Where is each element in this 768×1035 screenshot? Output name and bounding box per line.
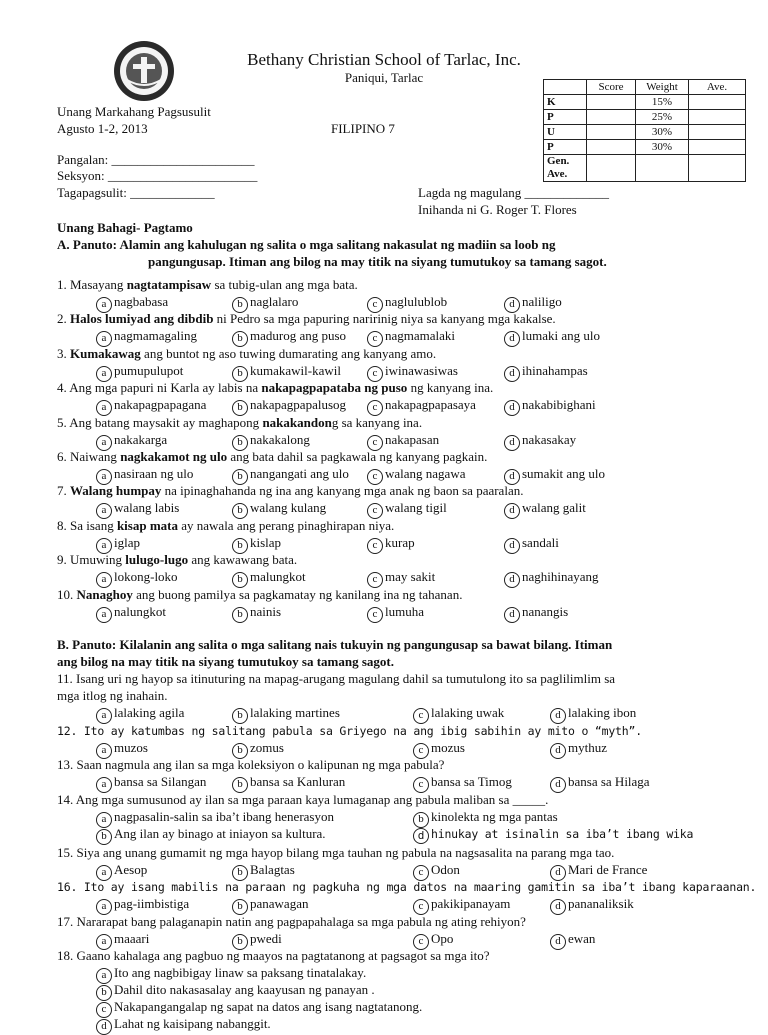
- option-text: nakakarga: [114, 431, 168, 447]
- option-text: walang nagawa: [385, 466, 466, 481]
- option-text: lumuha: [385, 603, 424, 619]
- option-text: walang labis: [114, 500, 180, 516]
- option-d[interactable]: [504, 569, 599, 588]
- question-1: 1. Masayang nagtatampisaw sa tubig-ulan ang mga bata.: [57, 277, 358, 292]
- answer-bubble[interactable]: b: [232, 331, 248, 347]
- score-row: [544, 140, 746, 155]
- option-c[interactable]: [367, 535, 415, 554]
- option-a[interactable]: [96, 705, 184, 724]
- score-cell[interactable]: [587, 155, 636, 182]
- option-text: pananaliksik: [568, 896, 634, 911]
- answer-bubble[interactable]: b: [232, 400, 248, 416]
- instruction-b-line2: ang bilog na may titik na siyang tumutukoy sa tamang sagot.: [57, 654, 394, 669]
- answer-bubble[interactable]: d: [504, 607, 520, 623]
- option-text: malungkot: [250, 569, 306, 585]
- option-text: Opo: [431, 931, 454, 946]
- answer-bubble[interactable]: d: [550, 708, 566, 724]
- answer-bubble[interactable]: d: [504, 400, 520, 416]
- option-text: mythuz: [568, 740, 607, 755]
- keyword: Nanaghoy: [76, 586, 133, 602]
- keyword: nagtatampisaw: [126, 277, 212, 292]
- question-2: 2. Halos lumiyad ang dibdib ni Pedro sa mga papuring naririnig niya sa kanyang mga kakalse.: [57, 311, 556, 327]
- answer-bubble[interactable]: b: [232, 469, 248, 485]
- option-text: iwinawasiwas: [385, 362, 458, 378]
- option-text: walang kulang: [250, 500, 327, 516]
- answer-bubble[interactable]: c: [413, 777, 429, 793]
- answer-bubble[interactable]: b: [232, 366, 248, 382]
- answer-bubble[interactable]: a: [96, 607, 112, 623]
- answer-bubble[interactable]: c: [413, 934, 429, 950]
- prepared-by: Inihanda ni G. Roger T. Flores: [418, 202, 577, 217]
- option-text: muzos: [114, 740, 148, 755]
- weight-cell: 30%: [636, 140, 689, 155]
- instruction-a-line1: A. Panuto: Alamin ang kahulugan ng salita o mga salitang nakasulat ng madiin sa loob ng: [57, 237, 556, 252]
- section-field[interactable]: Seksyon: _______________________: [57, 168, 258, 183]
- gen-ave-label: Gen. Ave.: [544, 155, 587, 182]
- option-text: panawagan: [250, 896, 309, 911]
- score-row-label: P: [544, 110, 587, 125]
- answer-bubble[interactable]: a: [96, 435, 112, 451]
- option-d[interactable]: [504, 328, 600, 347]
- option-b[interactable]: [232, 535, 281, 554]
- answer-bubble[interactable]: a: [96, 297, 112, 313]
- answer-bubble[interactable]: a: [96, 708, 112, 724]
- answer-bubble[interactable]: a: [96, 934, 112, 950]
- option-text: bansa sa Kanluran: [250, 774, 346, 789]
- answer-bubble[interactable]: a: [96, 743, 112, 759]
- answer-bubble[interactable]: c: [367, 607, 383, 623]
- option-text: Odon: [431, 862, 460, 877]
- score-cell[interactable]: [587, 110, 636, 125]
- option-d[interactable]: [413, 826, 693, 844]
- answer-bubble[interactable]: a: [96, 503, 112, 519]
- answer-bubble[interactable]: d: [504, 572, 520, 588]
- option-text: naliligo: [522, 294, 562, 309]
- answer-bubble[interactable]: b: [232, 899, 248, 915]
- answer-bubble[interactable]: a: [96, 366, 112, 382]
- keyword: nakapagpapataba ng puso: [261, 380, 408, 396]
- keyword: nakakandon: [262, 414, 332, 430]
- score-row-label: U: [544, 125, 587, 140]
- answer-bubble[interactable]: b: [96, 985, 112, 1001]
- answer-bubble[interactable]: c: [367, 400, 383, 416]
- answer-bubble[interactable]: c: [413, 743, 429, 759]
- option-d[interactable]: [550, 740, 607, 759]
- answer-bubble[interactable]: b: [232, 777, 248, 793]
- option-c[interactable]: [367, 432, 439, 451]
- answer-bubble[interactable]: b: [232, 297, 248, 313]
- answer-bubble[interactable]: a: [96, 400, 112, 416]
- answer-bubble[interactable]: d: [504, 435, 520, 451]
- answer-bubble[interactable]: d: [550, 743, 566, 759]
- score-row: [544, 110, 746, 125]
- option-text: nasiraan ng ulo: [114, 466, 194, 481]
- answer-bubble[interactable]: d: [413, 828, 429, 844]
- option-text: naglalaro: [250, 294, 299, 309]
- option-b[interactable]: [232, 569, 306, 588]
- score-row-label: K: [544, 95, 587, 110]
- answer-bubble[interactable]: b: [232, 865, 248, 881]
- option-a[interactable]: [96, 328, 197, 347]
- score-row: [544, 95, 746, 110]
- option-a[interactable]: [96, 604, 166, 623]
- option-text: pumupulupot: [114, 362, 184, 378]
- answer-bubble[interactable]: a: [96, 538, 112, 554]
- subject-title: FILIPINO 7: [331, 121, 395, 136]
- answer-bubble[interactable]: c: [413, 865, 429, 881]
- option-text: ewan: [568, 931, 596, 946]
- keyword: Walang humpay: [70, 483, 162, 499]
- answer-bubble[interactable]: b: [413, 812, 429, 828]
- option-d[interactable]: [504, 397, 596, 416]
- answer-bubble[interactable]: c: [413, 899, 429, 915]
- option-text: kumakawil-kawil: [250, 362, 341, 378]
- answer-bubble[interactable]: d: [550, 865, 566, 881]
- option-text: nakapagpapasaya: [385, 397, 476, 413]
- question-5: 5. Ang batang maysakit ay maghapong nakakandong sa kanyang ina.: [57, 414, 423, 430]
- question-11-line2: mga itlog ng inahain.: [57, 688, 168, 703]
- option-text: Ang ilan ay binago at iniayon sa kultura.: [114, 826, 326, 841]
- examiner-field[interactable]: Tagapagsulit: _____________: [57, 185, 215, 200]
- score-col-score: Score: [587, 80, 636, 95]
- option-text: Nakapangangalap ng sapat na datos ang isang nagtatanong.: [114, 999, 423, 1014]
- option-text: nakakalong: [250, 431, 310, 447]
- parent-signature-field[interactable]: Lagda ng magulang _____________: [418, 185, 609, 200]
- answer-bubble[interactable]: b: [96, 829, 112, 845]
- question-13: 13. Saan nagmula ang ilan sa mga koleksiyon o kalipunan ng mga pabula?: [57, 757, 445, 772]
- option-text: nakapagpapalusog: [250, 397, 347, 413]
- option-a[interactable]: [96, 432, 167, 451]
- option-text: Mari de France: [568, 862, 648, 877]
- option-a[interactable]: [96, 466, 193, 485]
- part1-title: Unang Bahagi- Pagtamo: [57, 220, 193, 235]
- option-b[interactable]: [232, 604, 281, 623]
- answer-bubble[interactable]: c: [413, 708, 429, 724]
- answer-bubble[interactable]: d: [550, 899, 566, 915]
- question-3: 3. Kumakawag ang buntot ng aso tuwing dumarating ang kanyang amo.: [57, 345, 437, 361]
- question-12: 12. Ito ay katumbas ng salitang pabula sa Griyego na ang ibig sabihin ay mito o “myth”.: [57, 724, 642, 738]
- answer-bubble[interactable]: c: [367, 435, 383, 451]
- answer-bubble[interactable]: b: [232, 572, 248, 588]
- weight-cell: [636, 155, 689, 182]
- ave-cell[interactable]: [689, 125, 746, 140]
- question-9: 9. Umuwing lulugo-lugo ang kawawang bata.: [57, 552, 298, 568]
- option-c[interactable]: [413, 774, 512, 793]
- option-a[interactable]: [96, 569, 178, 588]
- score-row: [544, 125, 746, 140]
- option-d[interactable]: [550, 896, 634, 915]
- option-text: Dahil dito nakasasalay ang kaayusan ng panayan .: [114, 982, 375, 997]
- answer-bubble[interactable]: d: [504, 469, 520, 485]
- weight-cell: 30%: [636, 125, 689, 140]
- option-text: nanangis: [522, 603, 569, 619]
- score-cell[interactable]: [587, 140, 636, 155]
- option-text: lalaking ibon: [568, 705, 637, 720]
- option-text: pakikipanayam: [431, 896, 511, 911]
- option-d[interactable]: [504, 432, 576, 451]
- option-text: maaari: [114, 931, 150, 946]
- answer-bubble[interactable]: d: [504, 366, 520, 382]
- option-d[interactable]: [504, 294, 562, 313]
- answer-bubble[interactable]: c: [367, 469, 383, 485]
- option-c[interactable]: [367, 363, 458, 382]
- option-d[interactable]: [504, 535, 559, 554]
- option-text: naglulublob: [385, 294, 448, 309]
- option-text: zomus: [250, 740, 284, 755]
- keyword: Halos lumiyad ang dibdib: [70, 311, 214, 327]
- school-name: Bethany Christian School of Tarlac, Inc.: [247, 50, 521, 69]
- exam-date: Agusto 1-2, 2013: [57, 121, 148, 136]
- question-10: 10. Nanaghoy ang buong pamilya sa pagkamatay ng kanilang ina ng tahanan.: [57, 586, 463, 602]
- answer-bubble[interactable]: a: [96, 777, 112, 793]
- score-row: [544, 155, 746, 182]
- option-text: kislap: [250, 534, 282, 550]
- score-col-blank: [544, 80, 587, 95]
- option-text: iglap: [114, 534, 140, 550]
- question-18: 18. Gaano kahalaga ang pagbuo ng maayos na pagtatanong at pagsagot sa mga ito?: [57, 948, 490, 963]
- keyword: kisap mata: [116, 517, 178, 533]
- answer-bubble[interactable]: b: [232, 607, 248, 623]
- ave-cell[interactable]: [689, 140, 746, 155]
- option-text: nakasakay: [522, 431, 577, 447]
- option-text: nakabibighani: [522, 397, 596, 413]
- question-6: 6. Naiwang nagkakamot ng ulo ang bata dahil sa pagkawala ng kanyang pagkain.: [57, 449, 488, 464]
- name-field[interactable]: Pangalan: ______________________: [57, 152, 255, 167]
- answer-bubble[interactable]: d: [96, 1019, 112, 1035]
- option-text: nagpasalin-salin sa iba’t ibang henerasyon: [114, 809, 334, 824]
- option-text: madurog ang puso: [250, 328, 347, 344]
- option-b[interactable]: [232, 397, 346, 416]
- keyword: nagkakamot ng ulo: [120, 449, 228, 464]
- option-a[interactable]: [96, 500, 179, 519]
- option-text: lalaking martines: [250, 705, 340, 720]
- option-text: nagmamagaling: [114, 328, 198, 344]
- option-text: nakapasan: [385, 431, 440, 447]
- option-b[interactable]: [232, 896, 308, 915]
- option-text: lalaking agila: [114, 705, 185, 720]
- option-d[interactable]: [504, 466, 605, 485]
- option-c[interactable]: [367, 397, 476, 416]
- option-c[interactable]: [367, 500, 447, 519]
- question-8: 8. Sa isang kisap mata ay nawala ang perang pinaghirapan niya.: [57, 517, 395, 533]
- option-text: lokong-loko: [114, 569, 178, 585]
- question-7: 7. Walang humpay na ipinaghahanda ng ina ang kanyang mga anak ng baon sa paaralan.: [57, 483, 524, 499]
- option-text: sandali: [522, 534, 559, 550]
- option-b[interactable]: [232, 294, 298, 313]
- option-text: bansa sa Timog: [431, 774, 512, 789]
- option-b[interactable]: [232, 705, 340, 724]
- answer-bubble[interactable]: c: [367, 572, 383, 588]
- option-b[interactable]: [232, 328, 346, 347]
- option-c[interactable]: [413, 705, 504, 724]
- option-text: mozus: [431, 740, 465, 755]
- option-text: lumaki ang ulo: [522, 328, 600, 344]
- score-col-ave: Ave.: [689, 80, 746, 95]
- option-a[interactable]: [96, 774, 206, 793]
- option-a[interactable]: [96, 896, 189, 915]
- option-b[interactable]: [232, 774, 345, 793]
- option-a[interactable]: [96, 363, 183, 382]
- option-b[interactable]: [232, 432, 310, 451]
- option-a[interactable]: [96, 535, 140, 554]
- answer-bubble[interactable]: c: [367, 297, 383, 313]
- answer-bubble[interactable]: a: [96, 968, 112, 984]
- option-text: nangangati ang ulo: [250, 466, 349, 481]
- option-d[interactable]: [504, 500, 586, 519]
- option-d[interactable]: [504, 363, 588, 382]
- keyword: Kumakawag: [70, 345, 141, 361]
- score-cell[interactable]: [587, 95, 636, 110]
- option-text: pag-iimbistiga: [114, 896, 190, 911]
- answer-bubble[interactable]: b: [232, 708, 248, 724]
- answer-bubble[interactable]: c: [367, 538, 383, 554]
- answer-bubble[interactable]: b: [232, 435, 248, 451]
- option-text: nainis: [250, 603, 282, 619]
- option-text: may sakit: [385, 569, 436, 585]
- option-text: hinukay at isinalin sa iba’t ibang wika: [431, 827, 694, 841]
- answer-bubble[interactable]: a: [96, 469, 112, 485]
- question-16: 16. Ito ay isang mabilis na paraan ng pagkuha ng mga datos na maaring gamitin sa iba’t ibang kaparaanan.: [57, 880, 757, 894]
- option-c[interactable]: [96, 826, 326, 845]
- option-c[interactable]: [367, 328, 455, 347]
- weight-cell: 25%: [636, 110, 689, 125]
- option-text: walang tigil: [385, 500, 447, 516]
- question-15: 15. Siya ang unang gumamit ng mga hayop bilang mga tauhan ng pabula na nagsasalita na parang mga tao.: [57, 845, 615, 860]
- option-c[interactable]: [367, 604, 424, 623]
- option-d[interactable]: [550, 774, 650, 793]
- answer-bubble[interactable]: d: [550, 934, 566, 950]
- option-d[interactable]: [96, 1016, 271, 1035]
- answer-bubble[interactable]: d: [504, 538, 520, 554]
- option-b[interactable]: [232, 500, 326, 519]
- exam-title: Unang Markahang Pagsusulit: [57, 104, 211, 119]
- ave-cell[interactable]: [689, 110, 746, 125]
- option-b[interactable]: [232, 466, 349, 485]
- option-c[interactable]: [367, 569, 435, 588]
- option-text: lalaking uwak: [431, 705, 505, 720]
- question-11-line1: 11. Isang uri ng hayop sa itinuturing na mapag-arugang magulang dahil sa tumutulong ito sa paglilimlim sa: [57, 671, 616, 686]
- option-text: ihinahampas: [522, 362, 588, 378]
- instruction-a-line2: pangungusap. Itiman ang bilog na may titik na siyang tumutukoy sa tamang sagot.: [148, 254, 607, 269]
- option-text: nagmamalaki: [385, 328, 456, 344]
- option-text: nalungkot: [114, 603, 166, 619]
- option-text: Balagtas: [250, 862, 295, 877]
- option-text: walang galit: [522, 500, 586, 516]
- option-a[interactable]: [96, 397, 206, 416]
- answer-bubble[interactable]: c: [367, 503, 383, 519]
- answer-bubble[interactable]: b: [232, 503, 248, 519]
- option-text: naghihinayang: [522, 569, 599, 585]
- option-d[interactable]: [504, 604, 568, 623]
- weight-cell: 15%: [636, 95, 689, 110]
- option-text: bansa sa Hilaga: [568, 774, 650, 789]
- answer-bubble[interactable]: a: [96, 899, 112, 915]
- option-text: pwedi: [250, 931, 282, 946]
- instruction-b-line1: B. Panuto: Kilalanin ang salita o mga salitang nais tukuyin ng pangungusap sa bawat bilang. Itiman: [57, 637, 613, 652]
- score-row-label: P: [544, 140, 587, 155]
- score-cell[interactable]: [587, 125, 636, 140]
- option-text: Lahat ng kaisipang nabanggit.: [114, 1016, 271, 1031]
- question-4: 4. Ang mga papuri ni Karla ay labis na nakapagpapataba ng puso ng kanyang ina.: [57, 380, 494, 396]
- answer-bubble[interactable]: b: [232, 743, 248, 759]
- question-14: 14. Ang mga sumusunod ay ilan sa mga paraan kaya lumaganap ang pabula maliban sa _____.: [57, 792, 549, 807]
- ave-cell[interactable]: [689, 95, 746, 110]
- answer-bubble[interactable]: c: [367, 331, 383, 347]
- option-c[interactable]: [367, 466, 466, 485]
- keyword: lulugo-lugo: [125, 552, 189, 568]
- answer-bubble[interactable]: a: [96, 331, 112, 347]
- option-c[interactable]: [367, 294, 447, 313]
- option-d[interactable]: [550, 931, 595, 950]
- answer-bubble[interactable]: d: [504, 503, 520, 519]
- score-table: [543, 79, 746, 182]
- option-a[interactable]: [96, 294, 168, 313]
- option-b[interactable]: [232, 363, 341, 382]
- option-text: sumakit ang ulo: [522, 466, 606, 481]
- score-table-header: [544, 80, 746, 95]
- answer-bubble[interactable]: c: [96, 1002, 112, 1018]
- option-text: bansa sa Silangan: [114, 774, 207, 789]
- answer-bubble[interactable]: a: [96, 572, 112, 588]
- school-town: Paniqui, Tarlac: [344, 70, 424, 85]
- ave-cell[interactable]: [689, 155, 746, 182]
- answer-bubble[interactable]: d: [550, 777, 566, 793]
- answer-bubble[interactable]: a: [96, 865, 112, 881]
- option-text: kurap: [385, 534, 415, 550]
- answer-bubble[interactable]: a: [96, 812, 112, 828]
- option-text: Aesop: [114, 862, 148, 877]
- score-col-weight: Weight: [636, 80, 689, 95]
- option-c[interactable]: [413, 896, 510, 915]
- option-d[interactable]: [550, 705, 636, 724]
- answer-bubble[interactable]: b: [232, 934, 248, 950]
- option-text: nakapagpapagana: [114, 397, 207, 413]
- answer-bubble[interactable]: b: [232, 538, 248, 554]
- option-text: Ito ang nagbibigay linaw sa paksang tinatalakay.: [114, 965, 367, 980]
- option-text: kinolekta ng mga pantas: [431, 809, 558, 824]
- answer-bubble[interactable]: d: [504, 297, 520, 313]
- option-text: nagbabasa: [114, 294, 169, 309]
- answer-bubble[interactable]: d: [504, 331, 520, 347]
- answer-bubble[interactable]: c: [367, 366, 383, 382]
- question-17: 17. Nararapat bang palaganapin natin ang pagpapahalaga sa mga pabula ng ating rehiyon?: [57, 914, 526, 929]
